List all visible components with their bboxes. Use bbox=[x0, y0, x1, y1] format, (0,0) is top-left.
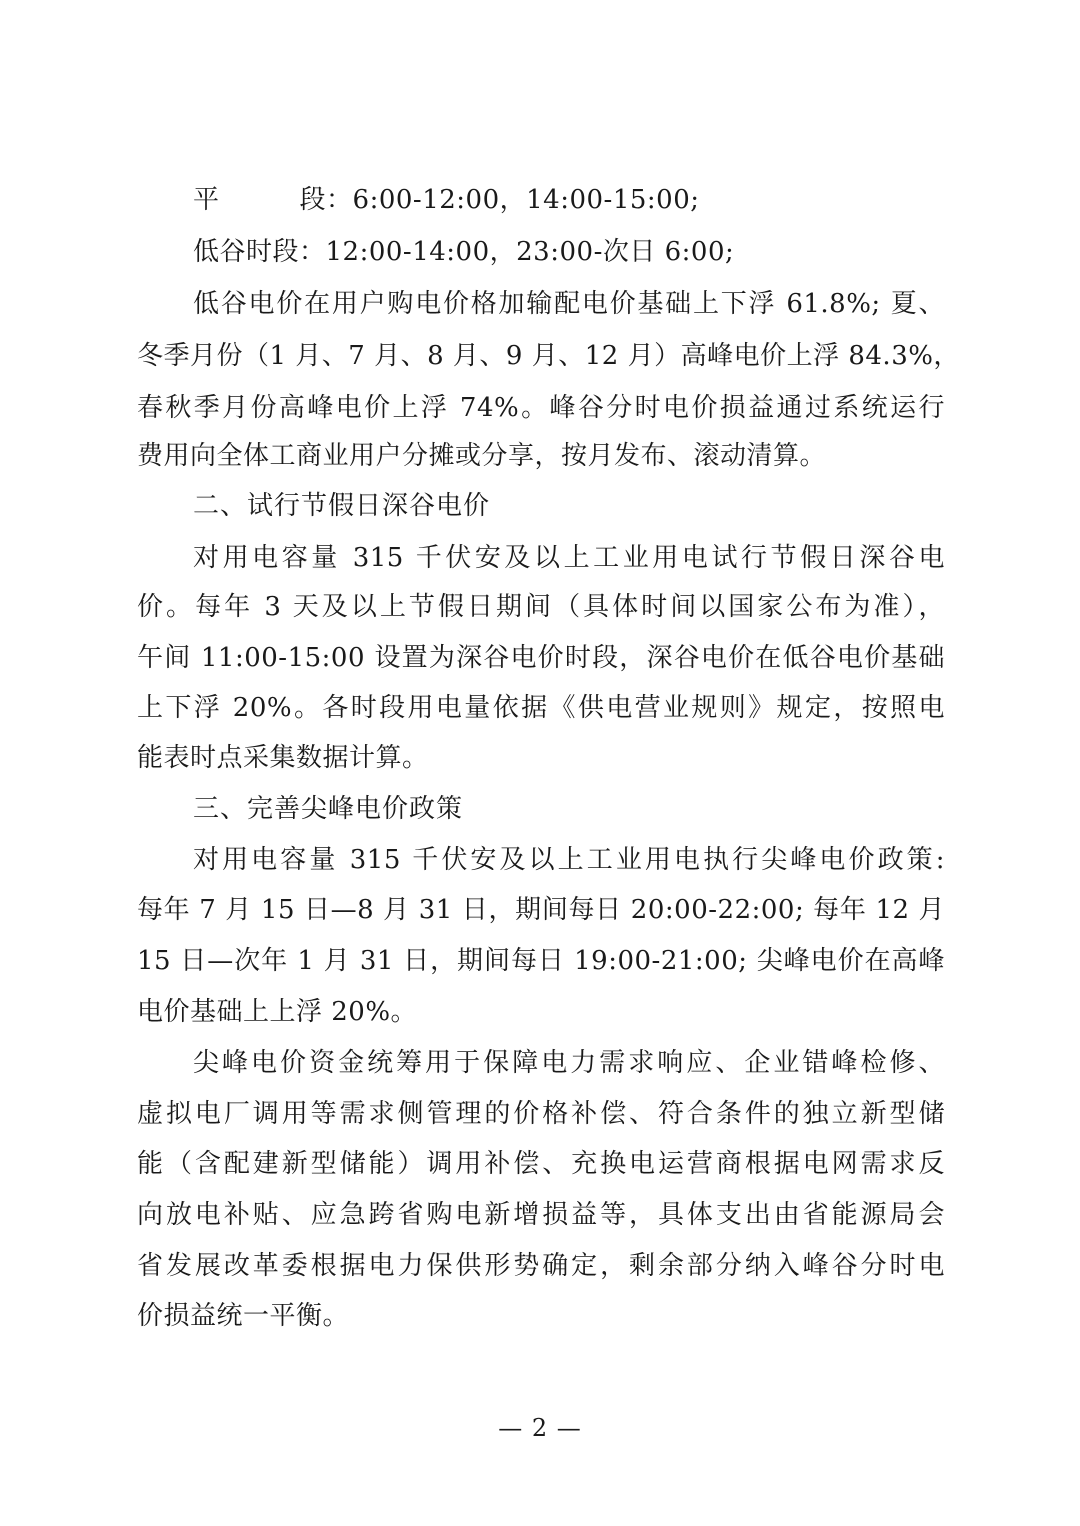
paragraph-line: 向放电补贴、应急跨省购电新增损益等，具体支出由省能源局会 bbox=[137, 1200, 945, 1230]
paragraph-line: 能表时点采集数据计算。 bbox=[137, 743, 429, 773]
paragraph-line: 价损益统一平衡。 bbox=[137, 1301, 350, 1331]
paragraph-line: 每年 7 月 15 日—8 月 31 日，期间每日 20:00-22:00; 每年 12 月 bbox=[137, 895, 945, 925]
paragraph-line: 冬季月份（1 月、7 月、8 月、9 月、12 月）高峰电价上浮 84.3%， bbox=[137, 341, 960, 371]
paragraph-line: 上下浮 20%。各时段用电量依据《供电营业规则》规定，按照电 bbox=[137, 693, 945, 723]
paragraph-line: 午间 11:00-15:00 设置为深谷电价时段，深谷电价在低谷电价基础 bbox=[137, 643, 945, 673]
valley-period-line: 低谷时段：12:00-14:00，23:00-次日 6:00; bbox=[193, 237, 735, 267]
paragraph-line: 费用向全体工商业用户分摊或分享，按月发布、滚动清算。 bbox=[137, 441, 827, 471]
flat-value: 6:00-12:00，14:00-15:00; bbox=[352, 185, 700, 215]
flat-label-b: 段： bbox=[299, 185, 353, 215]
paragraph-line: 尖峰电价资金统筹用于保障电力需求响应、企业错峰检修、 bbox=[193, 1048, 945, 1078]
flat-label-a: 平 bbox=[193, 185, 220, 215]
section-heading-3: 三、完善尖峰电价政策 bbox=[193, 794, 464, 824]
paragraph-line: 虚拟电厂调用等需求侧管理的价格补偿、符合条件的独立新型储 bbox=[137, 1099, 945, 1129]
paragraph-line: 电价基础上上浮 20%。 bbox=[137, 997, 418, 1027]
paragraph-line: 低谷电价在用户购电价格加输配电价基础上下浮 61.8%; 夏、 bbox=[193, 289, 945, 319]
paragraph-line: 对用电容量 315 千伏安及以上工业用电试行节假日深谷电 bbox=[193, 543, 945, 573]
page-number: — 2 — bbox=[498, 1414, 582, 1442]
paragraph-line: 春秋季月份高峰电价上浮 74%。峰谷分时电价损益通过系统运行 bbox=[137, 393, 945, 423]
flat-period-line bbox=[193, 180, 945, 220]
paragraph-line: 省发展改革委根据电力保供形势确定，剩余部分纳入峰谷分时电 bbox=[137, 1251, 945, 1281]
paragraph-line: 能（含配建新型储能）调用补偿、充换电运营商根据电网需求反 bbox=[137, 1149, 945, 1179]
paragraph-line: 对用电容量 315 千伏安及以上工业用电执行尖峰电价政策: bbox=[193, 845, 945, 875]
paragraph-line: 15 日—次年 1 月 31 日，期间每日 19:00-21:00; 尖峰电价在高峰 bbox=[137, 946, 945, 976]
paragraph-line: 价。每年 3 天及以上节假日期间（具体时间以国家公布为准）， bbox=[137, 592, 945, 622]
section-heading-2: 二、试行节假日深谷电价 bbox=[193, 491, 491, 521]
